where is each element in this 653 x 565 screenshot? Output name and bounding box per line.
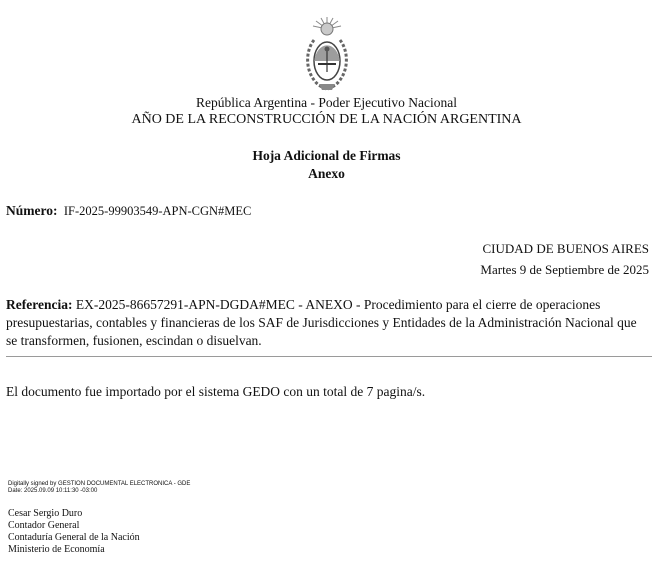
document-number-row bbox=[6, 203, 251, 219]
signer-role: Contador General bbox=[8, 520, 80, 531]
republic-line: República Argentina - Poder Ejecutivo Nacional bbox=[195, 95, 458, 110]
digital-signature-line: Digitally signed by GESTION DOCUMENTAL ELECTRONICA - GDE bbox=[8, 481, 191, 487]
document-title: Hoja Adicional de Firmas bbox=[252, 148, 401, 163]
signer-office: Contaduría General de la Nación bbox=[8, 532, 140, 543]
signer-name: Cesar Sergio Duro bbox=[8, 508, 83, 519]
document-number-value: IF-2025-99903549-APN-CGN#MEC bbox=[63, 204, 252, 218]
signer-block bbox=[8, 508, 140, 556]
coat-of-arms-icon bbox=[302, 16, 352, 92]
digital-signature-date: Date: 2025.09.09 10:11:30 -03:00 bbox=[8, 488, 98, 494]
reference-block bbox=[6, 296, 646, 350]
reference-label: Referencia: bbox=[6, 297, 73, 312]
reference-text: EX-2025-86657291-APN-DGDA#MEC - ANEXO - Procedimiento para el cierre de operaciones presupuestarias, contables y financieras de los SAF de Jurisdicciones y Entidades de la Administración Nacional que se transformen, fusionen, escindan o disuelvan. bbox=[6, 297, 637, 348]
document-number-label: Número: bbox=[6, 203, 58, 218]
import-note: El documento fue importado por el sistema GEDO con un total de 7 pagina/s. bbox=[6, 384, 426, 399]
digital-signature-stamp bbox=[8, 481, 190, 495]
document-city: CIUDAD DE BUENOS AIRES bbox=[482, 241, 649, 256]
signer-ministry: Ministerio de Economía bbox=[8, 544, 105, 555]
year-motto: AÑO DE LA RECONSTRUCCIÓN DE LA NACIÓN ARGENTINA bbox=[131, 112, 522, 127]
document-subtitle: Anexo bbox=[308, 166, 345, 181]
document-date: Martes 9 de Septiembre de 2025 bbox=[480, 262, 649, 277]
divider bbox=[6, 356, 652, 357]
